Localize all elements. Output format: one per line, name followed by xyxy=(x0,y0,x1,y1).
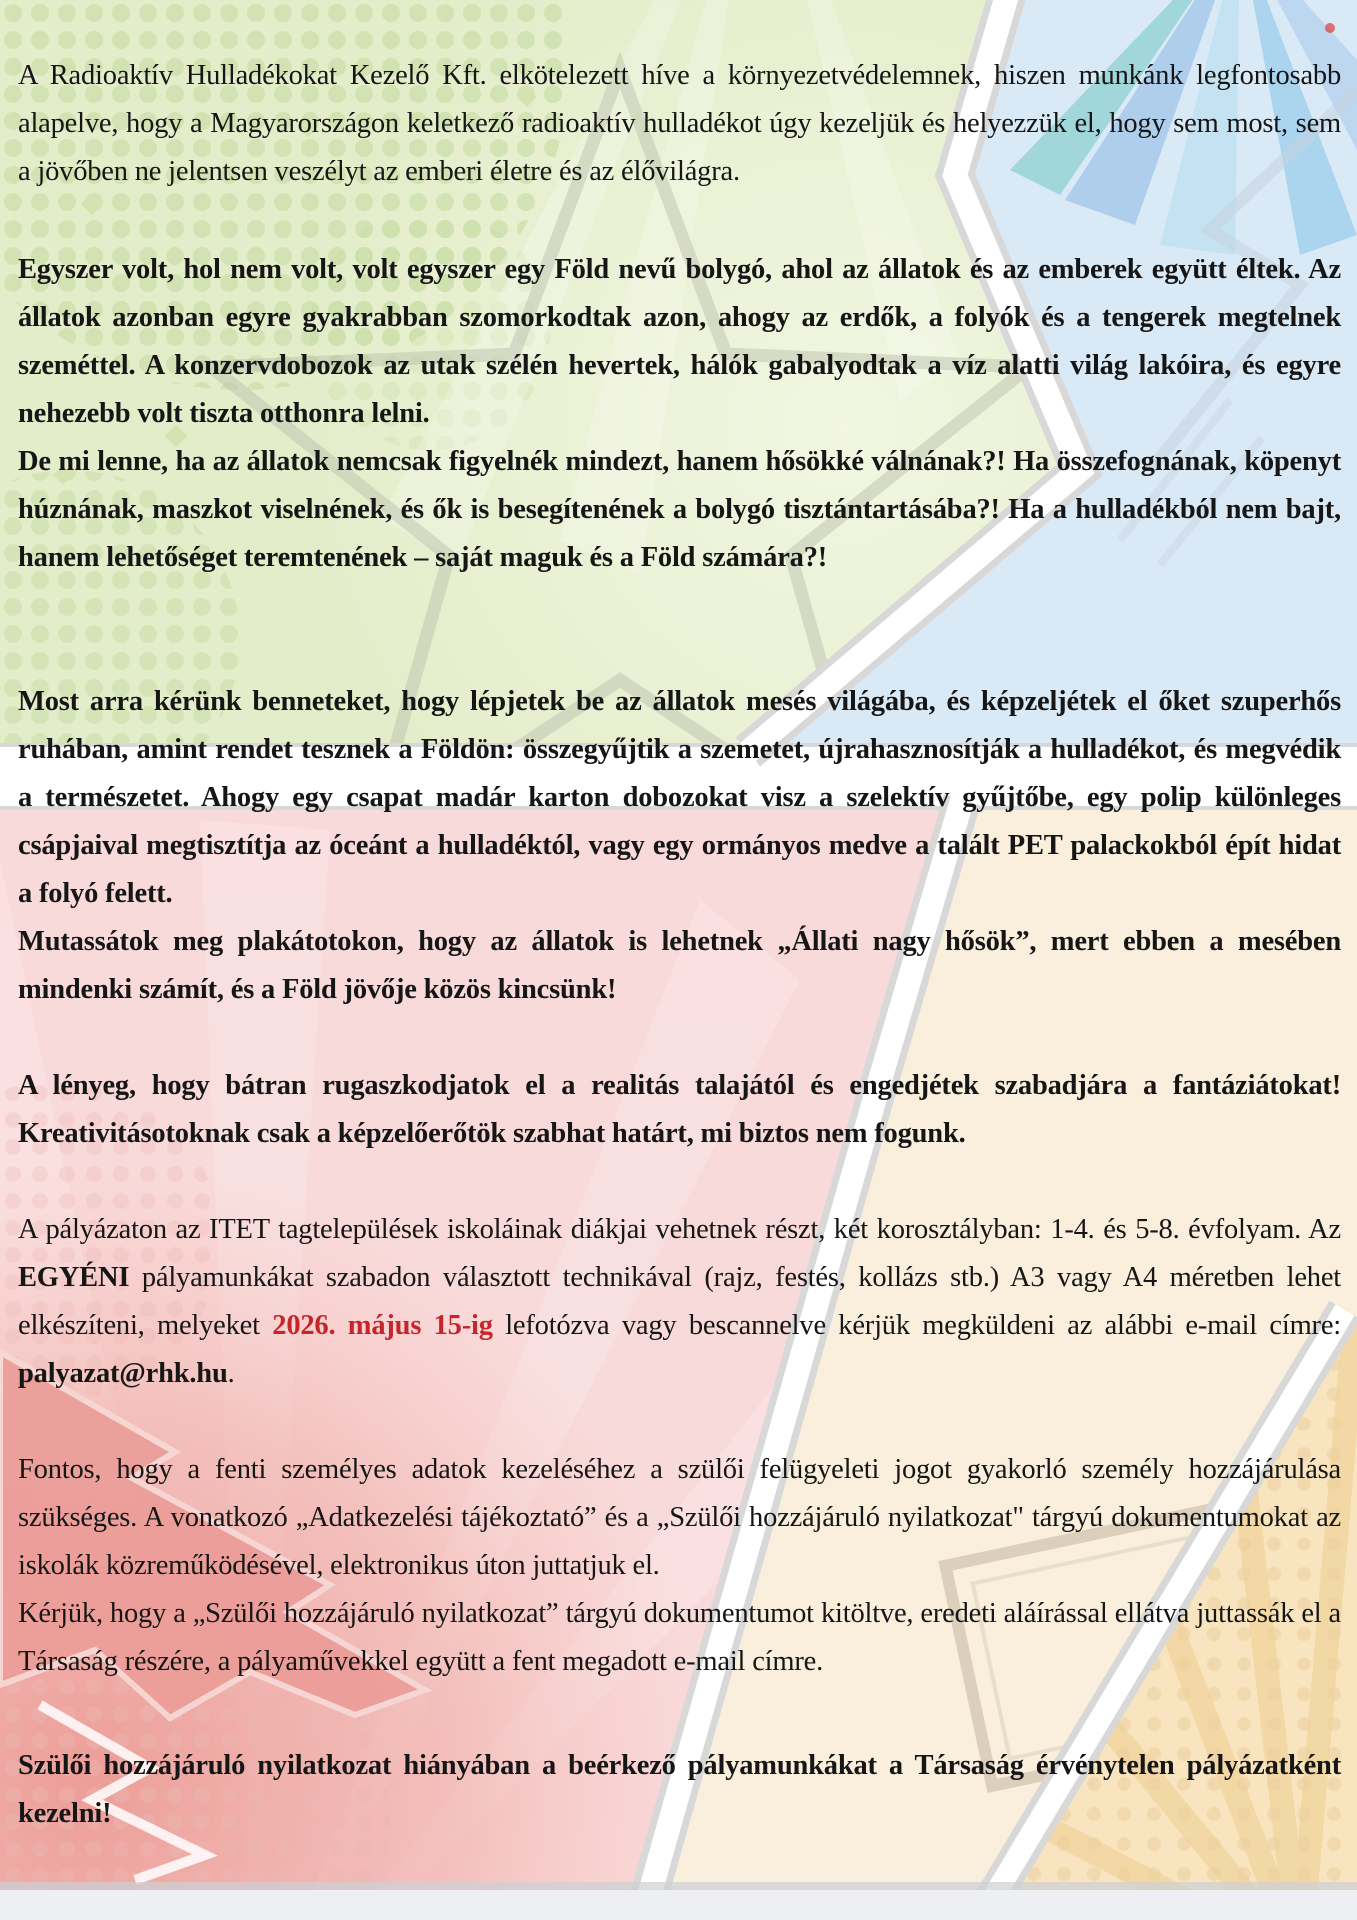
paragraph-brief-2 xyxy=(18,918,1341,1014)
paragraph-intro xyxy=(18,52,1341,196)
paragraph-rules xyxy=(18,1206,1341,1398)
paragraph-tale-1 xyxy=(18,246,1341,438)
paragraph-consent-1 xyxy=(18,1446,1341,1590)
text-segment-tale-2-0: De mi lenne, ha az állatok nemcsak figyelnék mindezt, hanem hősökké válnának?! Ha összefognának, köpenyt húznának, maszkot viselnének, és ők is besegítenének a bolygó tisztántartásába?! Ha a hulladékból nem bajt, hanem lehetőséget teremtenének – saját maguk és a Föld számára?! xyxy=(18,446,1341,573)
bottom-strip xyxy=(0,1882,1357,1920)
paragraph-brief-1 xyxy=(18,678,1341,918)
text-segment-brief-1-0: Most arra kérünk benneteket, hogy lépjetek be az állatok mesés világába, és képzeljétek el őket szuperhős ruhában, amint rendet tesznek a Földön: összegyűjtik a szemetet, újrahasznosítják a hulladékot, és megvédik a természetet. Ahogy egy csapat madár karton dobozokat visz a szelektív gyűjtőbe, egy polip különleges csápjaival megtisztítja az óceánt a hulladéktól, vagy egy ormányos medve a talált PET palackokból épít hidat a folyó felett. xyxy=(18,686,1341,909)
text-segment-brief-2-0: Mutassátok meg plakátotokon, hogy az állatok is lehetnek „Állati nagy hősök”, mert ebben a mesében mindenki számít, és a Föld jövője közös kincsünk! xyxy=(18,926,1341,1005)
text-segment-rules-4: lefotózva vagy bescannelve kérjük megküldeni az alábbi e-mail címre: xyxy=(492,1310,1342,1341)
paragraph-consent-2 xyxy=(18,1590,1341,1686)
text-segment-warning-0: Szülői hozzájáruló nyilatkozat hiányában a beérkező pályamunkákat a Társaság érvénytelen pályázatként kezelni! xyxy=(18,1750,1341,1829)
document-body xyxy=(18,52,1341,1838)
paragraph-encouragement xyxy=(18,1062,1341,1158)
text-segment-intro-0: A Radioaktív Hulladékokat Kezelő Kft. elkötelezett híve a környezetvédelemnek, hiszen munkánk legfontosabb alapelve, hogy a Magyarországon keletkező radioaktív hulladékot úgy kezeljük és helyezzük el, hogy sem most, sem a jövőben ne jelentsen veszélyt az emberi életre és az élővilágra. xyxy=(18,60,1341,187)
deadline-date: 2026. május 15-ig xyxy=(272,1310,493,1341)
email-address: palyazat@rhk.hu xyxy=(18,1358,228,1389)
text-segment-consent-2-0: Kérjük, hogy a „Szülői hozzájáruló nyilatkozat” tárgyú dokumentumot kitöltve, eredeti aláírással ellátva juttassák el a Társaság részére, a pályaművekkel együtt a fent megadott e-mail címre. xyxy=(18,1598,1341,1677)
text-segment-rules-6: . xyxy=(227,1358,235,1389)
category-emphasis: EGYÉNI xyxy=(18,1262,130,1293)
text-segment-consent-1-0: Fontos, hogy a fenti személyes adatok kezeléséhez a szülői felügyeleti jogot gyakorló személy hozzájárulása szükséges. A vonatkozó „Adatkezelési tájékoztató” és a „Szülői hozzájáruló nyilatkozat" tárgyú dokumentumokat az iskolák közreműködésével, elektronikus úton juttatjuk el. xyxy=(18,1454,1341,1581)
text-segment-rules-2: pályamunkákat szabadon választott technikával (rajz, festés, kollázs stb.) A3 vagy A4 méretben lehet elkészíteni, melyeket xyxy=(18,1262,1341,1341)
paragraph-warning xyxy=(18,1742,1341,1838)
text-segment-tale-1-0: Egyszer volt, hol nem volt, volt egyszer egy Föld nevű bolygó, ahol az állatok és az emberek együtt éltek. Az állatok azonban egyre gyakrabban szomorkodtak azon, ahogy az erdők, a folyók és a tengerek megtelnek szeméttel. A konzervdobozok az utak szélén hevertek, hálók gabalyodtak a víz alatti világ lakóira, és egyre nehezebb volt tiszta otthonra lelni. xyxy=(18,254,1341,429)
paragraph-tale-2 xyxy=(18,438,1341,582)
text-segment-encouragement-0: A lényeg, hogy bátran rugaszkodjatok el a realitás talajától és engedjétek szabadjára a fantáziátokat! Kreativitásotoknak csak a képzelőerőtök szabhat határt, mi biztos nem fogunk. xyxy=(18,1070,1341,1149)
text-segment-rules-0: A pályázaton az ITET tagtelepülések iskoláinak diákjai vehetnek részt, két korosztályban: 1-4. és 5-8. évfolyam. Az xyxy=(18,1214,1341,1245)
